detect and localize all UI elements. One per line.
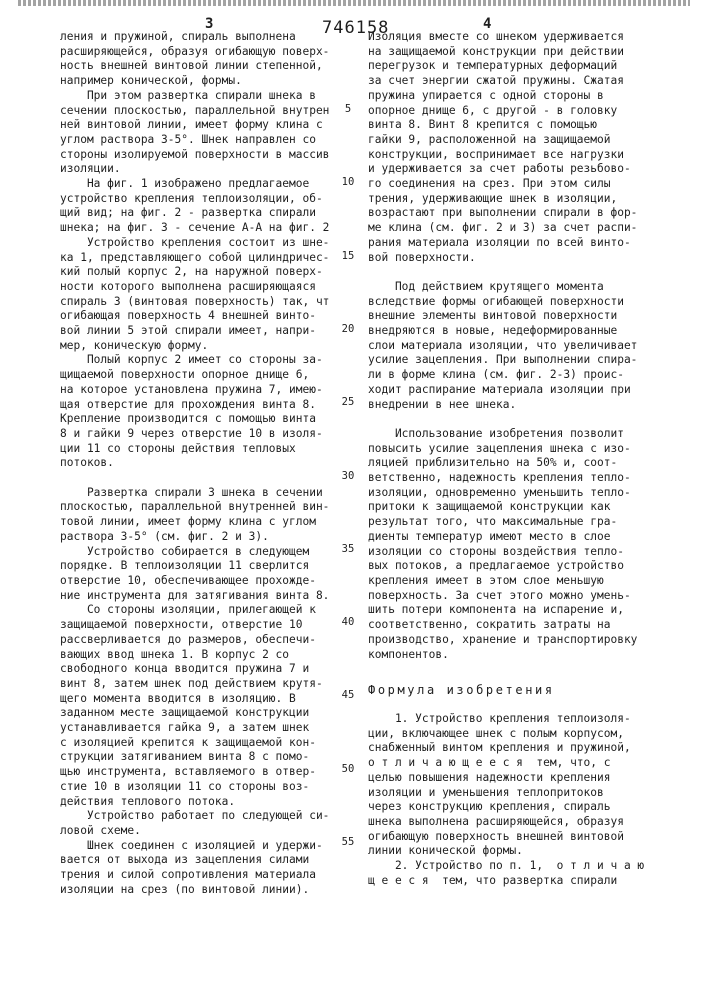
text-line: ли в форме клина (см. фиг. 2-3) проис- bbox=[368, 368, 644, 383]
text-line: шнека выполнена расширяющейся, образуя bbox=[368, 815, 644, 830]
text-line: результат того, что максимальные гра- bbox=[368, 515, 644, 530]
text-line: ности которого выполнена расширяющаяся bbox=[60, 280, 330, 295]
text-line: возрастают при выполнении спирали в фор- bbox=[368, 206, 644, 221]
line-number: 25 bbox=[338, 396, 358, 408]
text-line: вающих ввод шнека 1. В корпус 2 со bbox=[60, 648, 330, 663]
text-line: за счет энергии сжатой пружины. Сжатая bbox=[368, 74, 644, 89]
text-line: изоляции и уменьшения теплопритоков bbox=[368, 786, 644, 801]
paragraph-gap bbox=[368, 412, 644, 427]
text-line: на защищаемой конструкции при действии bbox=[368, 45, 644, 60]
text-line: например конической, формы. bbox=[60, 74, 330, 89]
page-number-right: 4 bbox=[483, 16, 491, 32]
text-line: На фиг. 1 изображено предлагаемое bbox=[60, 177, 330, 192]
text-line: вой поверхности. bbox=[368, 251, 644, 266]
text-line: огибающую поверхность внешней винтовой bbox=[368, 830, 644, 845]
text-line: через конструкцию крепления, спираль bbox=[368, 800, 644, 815]
line-number: 10 bbox=[338, 176, 358, 188]
text-line: Шнек соединен с изоляцией и удержи- bbox=[60, 839, 330, 854]
text-line: 2. Устройство по п. 1, о т л и ч а ю- bbox=[368, 859, 644, 874]
text-line: струкции затягиванием винта 8 с помо- bbox=[60, 750, 330, 765]
line-number: 40 bbox=[338, 616, 358, 628]
text-line: раствора 3-5° (см. фиг. 2 и 3). bbox=[60, 530, 330, 545]
text-line: При этом развертка спирали шнека в bbox=[60, 89, 330, 104]
text-line: притоки к защищаемой конструкции как bbox=[368, 500, 644, 515]
text-line: слои материала изоляции, что увеличивает bbox=[368, 339, 644, 354]
right-text-column bbox=[368, 30, 644, 662]
text-line: мер, коническую форму. bbox=[60, 339, 330, 354]
text-line: повысить усилие зацепления шнека с изо- bbox=[368, 442, 644, 457]
text-line: 8 и гайки 9 через отверстие 10 в изоля- bbox=[60, 427, 330, 442]
text-line: ции, включающее шнек с полым корпусом, bbox=[368, 727, 644, 742]
document-number: 746158 bbox=[322, 18, 389, 38]
text-line: целью повышения надежности крепления bbox=[368, 771, 644, 786]
text-line: крепления имеет в этом слое меньшую bbox=[368, 574, 644, 589]
text-line: на которое установлена пружина 7, имею- bbox=[60, 383, 330, 398]
text-line: внедрении в нее шнека. bbox=[368, 398, 644, 413]
text-line: заданном месте защищаемой конструкции bbox=[60, 706, 330, 721]
text-line: вых потоков, а предлагаемое устройство bbox=[368, 559, 644, 574]
text-line: Под действием крутящего момента bbox=[368, 280, 644, 295]
line-number: 50 bbox=[338, 763, 358, 775]
text-line: вой линии 5 этой спирали имеет, напри- bbox=[60, 324, 330, 339]
text-line: изоляции со стороны воздействия тепло- bbox=[368, 545, 644, 560]
text-line: Развертка спирали 3 шнека в сечении bbox=[60, 486, 330, 501]
left-text-column bbox=[60, 30, 330, 897]
text-line: вается от выхода из зацепления силами bbox=[60, 853, 330, 868]
text-line: Устройство собирается в следующем bbox=[60, 545, 330, 560]
text-line: щий вид; на фиг. 2 - развертка спирали bbox=[60, 206, 330, 221]
formula-title: Формула изобретения bbox=[368, 683, 555, 697]
text-line: стороны изолируемой поверхности в массив bbox=[60, 148, 330, 163]
line-number: 55 bbox=[338, 836, 358, 848]
text-line: 1. Устройство крепления теплоизоля- bbox=[368, 712, 644, 727]
text-line: огибающая поверхность 4 внешней винто- bbox=[60, 309, 330, 324]
text-line: действия теплового потока. bbox=[60, 795, 330, 810]
text-line: Изоляция вместе со шнеком удерживается bbox=[368, 30, 644, 45]
text-line: го соединения на срез. При этом силы bbox=[368, 177, 644, 192]
text-line: трения и силой сопротивления материала bbox=[60, 868, 330, 883]
line-number: 15 bbox=[338, 250, 358, 262]
line-number: 20 bbox=[338, 323, 358, 335]
text-line: диенты температур имеют место в слое bbox=[368, 530, 644, 545]
text-line: защищаемой поверхности, отверстие 10 bbox=[60, 618, 330, 633]
text-line: Устройство работает по следующей си- bbox=[60, 809, 330, 824]
text-line: щищаемой поверхности опорное днище 6, bbox=[60, 368, 330, 383]
text-line: опорное днище 6, с другой - в головку bbox=[368, 104, 644, 119]
text-line: перегрузок и температурных деформаций bbox=[368, 59, 644, 74]
paragraph-gap bbox=[368, 265, 644, 280]
text-line: рания материала изоляции по всей винто- bbox=[368, 236, 644, 251]
text-line: ветственно, надежность крепления тепло- bbox=[368, 471, 644, 486]
text-line: потоков. bbox=[60, 456, 330, 471]
text-line: шить потери компонента на испарение и, bbox=[368, 603, 644, 618]
text-line: внешние элементы винтовой поверхности bbox=[368, 309, 644, 324]
text-line: ции 11 со стороны действия тепловых bbox=[60, 442, 330, 457]
page-number-left: 3 bbox=[205, 16, 213, 32]
text-line: винт 8, затем шнек под действием крутя- bbox=[60, 677, 330, 692]
text-line: изоляции, одновременно уменьшить тепло- bbox=[368, 486, 644, 501]
patent-page bbox=[0, 0, 707, 1000]
text-line: соответственно, сократить затраты на bbox=[368, 618, 644, 633]
text-line: поверхность. За счет этого можно умень- bbox=[368, 589, 644, 604]
text-line: ней винтовой линии, имеет форму клина с bbox=[60, 118, 330, 133]
text-line: порядке. В теплоизоляции 11 сверлится bbox=[60, 559, 330, 574]
text-line: ления и пружиной, спираль выполнена bbox=[60, 30, 330, 45]
paragraph-gap bbox=[60, 471, 330, 486]
text-line: товой линии, имеет форму клина с углом bbox=[60, 515, 330, 530]
text-line: изоляции. bbox=[60, 162, 330, 177]
text-line: Полый корпус 2 имеет со стороны за- bbox=[60, 353, 330, 368]
text-line: щая отверстие для прохождения винта 8. bbox=[60, 398, 330, 413]
text-line: Крепление производится с помощью винта bbox=[60, 412, 330, 427]
text-line: линии конической формы. bbox=[368, 844, 644, 859]
line-number: 30 bbox=[338, 470, 358, 482]
text-line: с изоляцией крепится к защищаемой кон- bbox=[60, 736, 330, 751]
text-line: Использование изобретения позволит bbox=[368, 427, 644, 442]
text-line: усилие зацепления. При выполнении спира- bbox=[368, 353, 644, 368]
text-line: углом раствора 3-5°. Шнек направлен со bbox=[60, 133, 330, 148]
text-line: компонентов. bbox=[368, 648, 644, 663]
line-number: 35 bbox=[338, 543, 358, 555]
text-line: Со стороны изоляции, прилегающей к bbox=[60, 603, 330, 618]
text-line: щего момента вводится в изоляцию. В bbox=[60, 692, 330, 707]
text-line: устройство крепления теплоизоляции, об- bbox=[60, 192, 330, 207]
text-line: рассверливается до размеров, обеспечи- bbox=[60, 633, 330, 648]
text-line: вследствие формы огибающей поверхности bbox=[368, 295, 644, 310]
text-line: щью инструмента, вставляемого в отвер- bbox=[60, 765, 330, 780]
text-line: внедряются в новые, недеформированные bbox=[368, 324, 644, 339]
text-line: ляцией приблизительно на 50% и, соот- bbox=[368, 456, 644, 471]
text-line: снабженный винтом крепления и пружиной, bbox=[368, 741, 644, 756]
text-line: свободного конца вводится пружина 7 и bbox=[60, 662, 330, 677]
text-line: ность внешней винтовой линии степенной, bbox=[60, 59, 330, 74]
text-line: ка 1, представляющего собой цилиндричес- bbox=[60, 251, 330, 266]
line-number: 45 bbox=[338, 689, 358, 701]
text-line: спираль 3 (винтовая поверхность) так, что bbox=[60, 295, 330, 310]
claims-section bbox=[368, 712, 644, 888]
text-line: о т л и ч а ю щ е е с я тем, что, с bbox=[368, 756, 644, 771]
text-line: кий полый корпус 2, на наружной поверх- bbox=[60, 265, 330, 280]
text-line: винта 8. Винт 8 крепится с помощью bbox=[368, 118, 644, 133]
text-line: пружина упирается с одной стороны в bbox=[368, 89, 644, 104]
text-line: плоскостью, параллельной внутренней вин- bbox=[60, 500, 330, 515]
text-line: ловой схеме. bbox=[60, 824, 330, 839]
line-number: 5 bbox=[338, 103, 358, 115]
text-line: изоляции на срез (по винтовой линии). bbox=[60, 883, 330, 898]
text-line: ходит распирание материала изоляции при bbox=[368, 383, 644, 398]
text-line: трения, удерживающие шнек в изоляции, bbox=[368, 192, 644, 207]
text-line: конструкции, воспринимает все нагрузки bbox=[368, 148, 644, 163]
text-line: ме клина (см. фиг. 2 и 3) за счет распи- bbox=[368, 221, 644, 236]
text-line: Устройство крепления состоит из шне- bbox=[60, 236, 330, 251]
text-line: сечении плоскостью, параллельной внутрен- bbox=[60, 104, 330, 119]
text-line: гайки 9, расположенной на защищаемой bbox=[368, 133, 644, 148]
text-line: стие 10 в изоляции 11 со стороны воз- bbox=[60, 780, 330, 795]
text-line: ние инструмента для затягивания винта 8. bbox=[60, 589, 330, 604]
text-line: щ е е с я тем, что развертка спирали bbox=[368, 874, 644, 889]
text-line: расширяющейся, образуя огибающую поверх- bbox=[60, 45, 330, 60]
text-line: производство, хранение и транспортировку bbox=[368, 633, 644, 648]
text-line: шнека; на фиг. 3 - сечение А-А на фиг. 2. bbox=[60, 221, 330, 236]
text-line: устанавливается гайка 9, а затем шнек bbox=[60, 721, 330, 736]
text-line: и удерживается за счет работы резьбово- bbox=[368, 162, 644, 177]
scan-edge-artifact bbox=[18, 0, 690, 6]
text-line: отверстие 10, обеспечивающее прохожде- bbox=[60, 574, 330, 589]
